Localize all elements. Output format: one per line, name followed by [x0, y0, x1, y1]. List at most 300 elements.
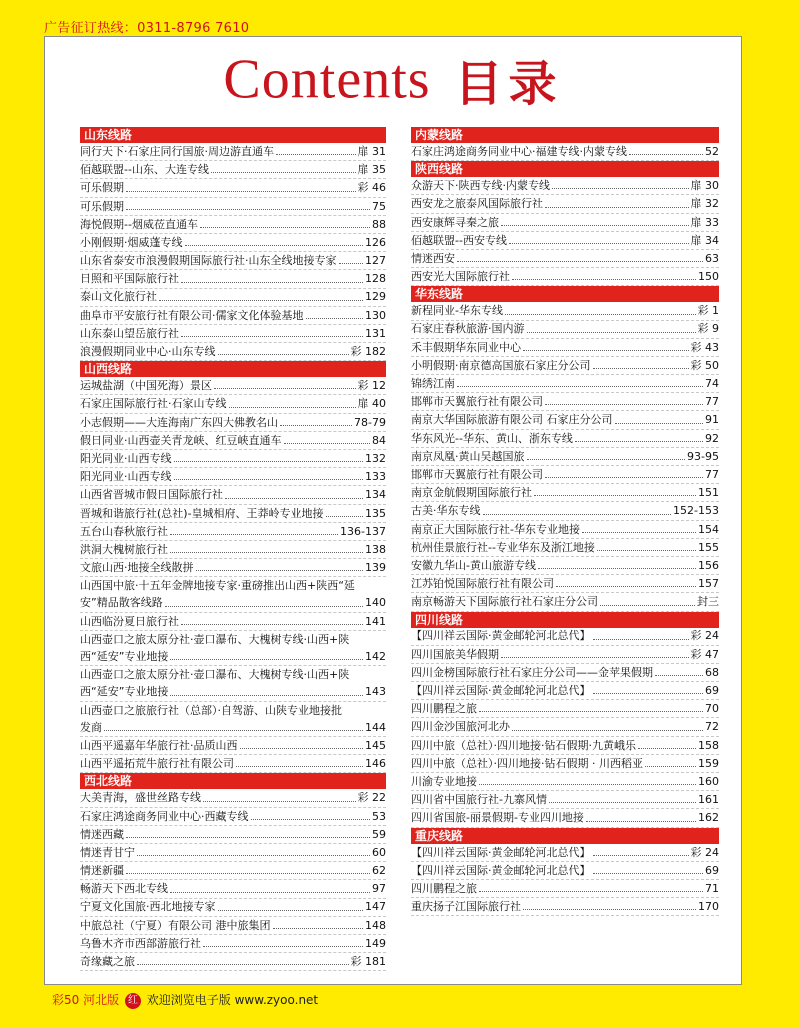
dot-leader	[638, 748, 696, 749]
entry-title: 邯郸市天翼旅行社有限公司	[411, 467, 543, 481]
toc-entry[interactable]	[80, 468, 386, 486]
toc-entry[interactable]	[80, 613, 386, 631]
toc-entry[interactable]	[411, 844, 719, 862]
entry-page-number: 74	[705, 377, 719, 391]
dot-leader	[165, 606, 363, 607]
entry-title: 四川金沙国旅河北办	[411, 720, 510, 734]
toc-entry[interactable]	[80, 577, 386, 594]
entry-title: 山西国中旅·十五年金牌地接专家·重磅推出山西+陕西“延	[80, 579, 355, 593]
entry-title: 佰越联盟--西安专线	[411, 233, 507, 247]
entry-title: 四川鹏程之旅	[411, 702, 477, 716]
toc-entry[interactable]	[411, 718, 719, 736]
entry-title: 南京畅游天下国际旅行社石家庄分公司	[411, 595, 598, 609]
entry-page-number: 彩 9	[697, 322, 719, 336]
toc-entry[interactable]	[80, 307, 386, 325]
entry-page-number: 131	[365, 326, 386, 340]
entry-page-number: 157	[698, 577, 719, 591]
dot-leader	[538, 568, 696, 569]
dot-leader	[593, 855, 689, 856]
dot-leader	[575, 441, 703, 442]
toc-entry[interactable]	[80, 377, 386, 395]
dot-leader	[326, 516, 363, 517]
entry-page-number: 84	[372, 433, 386, 447]
dot-leader	[629, 154, 703, 155]
entry-title: 新程同业-华东专线	[411, 304, 503, 318]
entry-title: 四川中旅（总社）·四川地接·钻石假期 · 川西稻亚	[411, 756, 643, 770]
toc-entry[interactable]	[411, 448, 719, 466]
entry-title: 同行天下·石家庄同行国旅·周边游直通车	[80, 144, 274, 158]
dot-leader	[479, 784, 696, 785]
page-title	[45, 45, 741, 115]
entry-page-number: 147	[365, 900, 386, 914]
toc-entry[interactable]	[80, 559, 386, 577]
entry-title: 【四川祥云国际·黄金邮轮河北总代】	[411, 629, 591, 643]
entry-page-number: 63	[705, 251, 719, 265]
toc-entry[interactable]	[80, 826, 386, 844]
toc-entry[interactable]	[80, 880, 386, 898]
entry-page-number: 170	[698, 900, 719, 914]
dot-leader	[457, 386, 703, 387]
entry-title: 川渝专业地接	[411, 774, 477, 788]
entry-title: 重庆扬子江国际旅行社	[411, 900, 521, 914]
toc-entry[interactable]	[80, 844, 386, 862]
entry-page-number: 139	[365, 561, 386, 575]
entry-title: 山东省泰安市浪漫假期国际旅行社·山东全线地接专家	[80, 254, 337, 268]
dot-leader	[159, 300, 363, 301]
dot-leader	[137, 855, 370, 856]
entry-page-number: 77	[705, 467, 719, 481]
dot-leader	[505, 314, 696, 315]
entry-page-number: 扉 33	[690, 215, 719, 229]
toc-entry[interactable]	[411, 268, 719, 286]
dot-leader	[170, 695, 363, 696]
entry-title: 情迷西安	[411, 251, 455, 265]
section-heading: 西北线路	[80, 773, 386, 789]
toc-entry[interactable]	[411, 357, 719, 375]
dot-leader	[615, 423, 704, 424]
toc-entry[interactable]	[411, 755, 719, 773]
dot-leader	[251, 819, 371, 820]
entry-page-number: 128	[365, 272, 386, 286]
entry-page-number: 126	[365, 235, 386, 249]
entry-page-number: 159	[698, 756, 719, 770]
title-english: Contents	[223, 48, 431, 111]
entry-title: 情迷青甘宁	[80, 845, 135, 859]
entry-page-number: 封三	[697, 595, 719, 609]
toc-entry[interactable]	[80, 789, 386, 807]
toc-entry[interactable]	[80, 143, 386, 161]
entry-page-number: 155	[698, 540, 719, 554]
entry-title: 奇缘藏之旅	[80, 955, 135, 969]
toc-entry[interactable]	[80, 702, 386, 719]
toc-entry[interactable]	[80, 719, 386, 737]
entry-page-number: 136-137	[340, 524, 386, 538]
toc-entry[interactable]	[411, 773, 719, 791]
entry-page-number: 145	[365, 738, 386, 752]
dot-leader	[126, 873, 370, 874]
entry-page-number: 88	[372, 217, 386, 231]
dot-leader	[203, 801, 356, 802]
entry-page-number: 扉 40	[357, 397, 386, 411]
entry-page-number: 91	[705, 413, 719, 427]
dot-leader	[214, 388, 356, 389]
toc-entry[interactable]	[80, 395, 386, 413]
toc-entry[interactable]	[411, 339, 719, 357]
toc-entry[interactable]	[80, 666, 386, 683]
toc-entry[interactable]	[80, 343, 386, 361]
dot-leader	[593, 368, 689, 369]
dot-leader	[645, 766, 696, 767]
entry-title: 西安光大国际旅行社	[411, 270, 510, 284]
toc-entry[interactable]	[411, 302, 719, 320]
toc-entry[interactable]	[411, 700, 719, 718]
entry-page-number: 133	[365, 470, 386, 484]
dot-leader	[196, 570, 364, 571]
toc-entry[interactable]	[80, 216, 386, 234]
toc-entry[interactable]	[411, 575, 719, 593]
entry-title: 阳光同业·山西专线	[80, 470, 172, 484]
dot-leader	[593, 693, 704, 694]
section-heading: 陕西线路	[411, 161, 719, 177]
entry-title: 泰山文化旅行社	[80, 290, 157, 304]
toc-entry[interactable]	[411, 521, 719, 539]
entry-page-number: 彩 1	[697, 304, 719, 318]
dot-leader	[600, 605, 695, 606]
entry-page-number: 62	[372, 864, 386, 878]
toc-entry[interactable]	[80, 935, 386, 953]
toc-entry[interactable]	[80, 486, 386, 504]
entry-page-number: 72	[705, 720, 719, 734]
entry-title: 西“延安”专业地接	[80, 685, 169, 699]
toc-entry[interactable]	[80, 325, 386, 343]
entry-page-number: 彩 12	[357, 379, 386, 393]
entry-page-number: 75	[372, 199, 386, 213]
page-number: 彩50	[52, 993, 80, 1007]
toc-entry[interactable]	[411, 232, 719, 250]
entry-title: 石家庄鸿途商务同业中心·西藏专线	[80, 809, 249, 823]
toc-entry[interactable]	[411, 539, 719, 557]
entry-page-number: 149	[365, 936, 386, 950]
dot-leader	[104, 730, 363, 731]
toc-entry[interactable]	[411, 393, 719, 411]
dot-leader	[545, 477, 703, 478]
toc-entry[interactable]	[411, 791, 719, 809]
dot-leader	[552, 188, 689, 189]
toc-entry[interactable]	[80, 289, 386, 307]
entry-page-number: 彩 181	[350, 955, 386, 969]
entry-title: 小明假期·南京德高国旅石家庄分公司	[411, 358, 591, 372]
dot-leader	[170, 534, 338, 535]
entry-title: 日照和平国际旅行社	[80, 272, 179, 286]
dot-leader	[181, 624, 363, 625]
toc-entry[interactable]	[80, 631, 386, 648]
toc-entry[interactable]	[411, 177, 719, 195]
entry-title: 宁夏文化国旅·西北地接专家	[80, 900, 216, 914]
entry-title: 山西壶口之旅太原分社·壶口瀑布、大槐树专线·山西+陕	[80, 668, 350, 682]
toc-entry[interactable]	[80, 450, 386, 468]
section-heading: 华东线路	[411, 286, 719, 302]
dot-leader	[512, 730, 703, 731]
entry-title: 【四川祥云国际·黄金邮轮河北总代】	[411, 684, 591, 698]
entry-title: 石家庄鸿途商务同业中心·福建专线·内蒙专线	[411, 144, 627, 158]
entry-title: 山西平遥拓荒牛旅行社有限公司	[80, 757, 234, 771]
toc-entry[interactable]	[411, 143, 719, 161]
entry-title: 畅游天下西北专线	[80, 882, 168, 896]
entry-title: 南京金航假期国际旅行社	[411, 486, 532, 500]
dot-leader	[200, 227, 370, 228]
dot-leader	[174, 479, 364, 480]
entry-title: 假日同业·山西壶关青龙峡、红豆峡直通车	[80, 433, 282, 447]
toc-entry[interactable]	[80, 252, 386, 270]
toc-entry[interactable]	[411, 862, 719, 880]
toc-entry[interactable]	[80, 648, 386, 666]
dot-leader	[479, 711, 703, 712]
entry-page-number: 扉 35	[357, 163, 386, 177]
toc-entry[interactable]	[80, 953, 386, 971]
toc-entry[interactable]	[411, 375, 719, 393]
toc-entry[interactable]	[411, 737, 719, 755]
toc-entry[interactable]	[80, 432, 386, 450]
dot-leader	[273, 928, 364, 929]
entry-title: 邯郸市天翼旅行社有限公司	[411, 395, 543, 409]
section-heading: 重庆线路	[411, 828, 719, 844]
toc-entry[interactable]	[411, 682, 719, 700]
toc-entry[interactable]	[411, 809, 719, 827]
edition-label: 河北版	[83, 993, 120, 1007]
toc-entry[interactable]	[80, 198, 386, 216]
dot-leader	[203, 946, 363, 947]
entry-page-number: 77	[705, 395, 719, 409]
toc-entry[interactable]	[411, 430, 719, 448]
section-heading: 内蒙线路	[411, 127, 719, 143]
entry-title: 五台山春秋旅行社	[80, 524, 168, 538]
entry-title: 石家庄春秋旅游·国内游	[411, 322, 525, 336]
entry-page-number: 140	[365, 596, 386, 610]
toc-entry[interactable]	[80, 808, 386, 826]
entry-title: 【四川祥云国际·黄金邮轮河北总代】	[411, 845, 591, 859]
entry-title: 西安康辉寻秦之旅	[411, 215, 499, 229]
entry-page-number: 69	[705, 684, 719, 698]
toc-entry[interactable]	[411, 250, 719, 268]
dot-leader	[512, 279, 696, 280]
entry-title: 小志假期——大连海南广东四大佛教名山	[80, 415, 278, 429]
dot-leader	[126, 837, 370, 838]
dot-leader	[593, 639, 689, 640]
entry-title: 山西平遥嘉年华旅行社·品质山西	[80, 738, 238, 752]
entry-title: 可乐假期	[80, 199, 124, 213]
dot-leader	[236, 766, 363, 767]
entry-page-number: 148	[365, 918, 386, 932]
entry-page-number: 70	[705, 702, 719, 716]
entry-title: 古美·华东专线	[411, 504, 481, 518]
toc-entry[interactable]	[80, 179, 386, 197]
dot-leader	[509, 243, 689, 244]
entry-title: 安”精品散客线路	[80, 596, 163, 610]
entry-page-number: 彩 46	[357, 181, 386, 195]
dot-leader	[211, 172, 356, 173]
dot-leader	[582, 532, 696, 533]
dot-leader	[501, 225, 689, 226]
entry-title: 小刚假期·烟威蓬专线	[80, 235, 183, 249]
toc-entry[interactable]	[80, 234, 386, 252]
section-heading: 山西线路	[80, 361, 386, 377]
dot-leader	[170, 659, 363, 660]
toc-entry[interactable]	[80, 270, 386, 288]
entry-title: 四川鹏程之旅	[411, 881, 477, 895]
entry-page-number: 扉 32	[690, 197, 719, 211]
entry-title: 四川金榜国际旅行社石家庄分公司——金苹果假期	[411, 665, 653, 679]
toc-entry[interactable]	[411, 664, 719, 682]
toc-entry[interactable]	[80, 505, 386, 523]
dot-leader	[185, 245, 364, 246]
dot-leader	[240, 748, 364, 749]
toc-entry[interactable]	[80, 523, 386, 541]
dot-leader	[593, 873, 704, 874]
entry-title: 南京大华国际旅游有限公司 石家庄分公司	[411, 413, 613, 427]
toc-entry[interactable]	[411, 557, 719, 575]
entry-title: 阳光同业·山西专线	[80, 451, 172, 465]
entry-title: 中旅总社（宁夏）有限公司 港中旅集团	[80, 918, 271, 932]
entry-page-number: 60	[372, 845, 386, 859]
dot-leader	[545, 207, 689, 208]
entry-title: 安徽九华山-黄山旅游专线	[411, 558, 536, 572]
toc-entry[interactable]	[80, 899, 386, 917]
dot-leader	[170, 552, 363, 553]
toc-entry[interactable]	[80, 161, 386, 179]
dot-leader	[280, 425, 352, 426]
toc-entry[interactable]	[411, 214, 719, 232]
entry-page-number: 78-79	[354, 415, 386, 429]
left-column	[80, 127, 386, 971]
entry-page-number: 130	[365, 308, 386, 322]
toc-entry[interactable]	[411, 593, 719, 611]
entry-title: 晋城和谐旅行社(总社)-皇城相府、王莽岭专业地接	[80, 506, 324, 520]
entry-page-number: 彩 182	[350, 345, 386, 359]
entry-page-number: 扉 30	[690, 179, 719, 193]
toc-entry[interactable]	[411, 880, 719, 898]
dot-leader	[549, 802, 696, 803]
entry-page-number: 135	[365, 506, 386, 520]
entry-title: 山西壶口之旅旅行社（总部）·自驾游、山陕专业地接批	[80, 703, 342, 717]
entry-page-number: 彩 43	[690, 340, 719, 354]
section-heading: 山东线路	[80, 127, 386, 143]
dot-leader	[218, 910, 364, 911]
entry-page-number: 71	[705, 881, 719, 895]
toc-entry[interactable]	[411, 502, 719, 520]
entry-page-number: 156	[698, 558, 719, 572]
entry-page-number: 97	[372, 882, 386, 896]
toc-entry[interactable]	[411, 898, 719, 916]
ad-hotline: 广告征订热线：0311-8796 7610	[44, 21, 250, 36]
entry-page-number: 59	[372, 827, 386, 841]
entry-page-number: 彩 24	[690, 845, 719, 859]
entry-title: 文旅山西·地接全线散拼	[80, 561, 194, 575]
entry-page-number: 151	[698, 486, 719, 500]
toc-entry[interactable]	[411, 411, 719, 429]
entry-title: 山西省晋城市假日国际旅行社	[80, 488, 223, 502]
section-heading: 四川线路	[411, 612, 719, 628]
entry-page-number: 彩 47	[690, 647, 719, 661]
entry-title: 众游天下·陕西专线·内蒙专线	[411, 179, 550, 193]
toc-entry[interactable]	[411, 321, 719, 339]
entry-title: 洪洞大槐树旅行社	[80, 542, 168, 556]
entry-title: 乌鲁木齐市西部游旅行社	[80, 936, 201, 950]
dot-leader	[527, 332, 696, 333]
entry-title: 南京正大国际旅行社-华东专业地接	[411, 522, 580, 536]
red-badge-icon: 红	[125, 993, 141, 1009]
toc-entry[interactable]	[80, 917, 386, 935]
dot-leader	[229, 407, 356, 408]
toc-entry[interactable]	[80, 595, 386, 613]
entry-title: 山西壶口之旅太原分社·壶口瀑布、大槐树专线·山西+陕	[80, 632, 350, 646]
dot-leader	[523, 350, 689, 351]
entry-page-number: 150	[698, 270, 719, 284]
entry-page-number: 161	[698, 793, 719, 807]
entry-title: 锦绣江南	[411, 377, 455, 391]
entry-title: 佰越联盟--山东、大连专线	[80, 163, 209, 177]
dot-leader	[126, 209, 370, 210]
entry-page-number: 彩 22	[357, 791, 386, 805]
title-chinese: 目录	[454, 56, 563, 112]
entry-title: 发商	[80, 720, 102, 734]
toc-entry[interactable]	[80, 414, 386, 432]
entry-title: 浪漫假期同业中心·山东专线	[80, 345, 216, 359]
entry-title: 可乐假期	[80, 181, 124, 195]
toc-entry[interactable]	[80, 737, 386, 755]
entry-page-number: 158	[698, 738, 719, 752]
entry-page-number: 152-153	[673, 504, 719, 518]
entry-title: 曲阜市平安旅行社有限公司·儒家文化体验基地	[80, 308, 304, 322]
toc-entry[interactable]	[80, 541, 386, 559]
toc-entry[interactable]	[411, 646, 719, 664]
entry-title: 四川省国旅-丽景假期-专业四川地接	[411, 811, 584, 825]
toc-entry[interactable]	[80, 862, 386, 880]
dot-leader	[523, 909, 696, 910]
dot-leader	[126, 191, 356, 192]
right-column	[411, 127, 719, 916]
entry-title: 西安龙之旅泰风国际旅行社	[411, 197, 543, 211]
dot-leader	[339, 263, 364, 264]
dot-leader	[534, 495, 696, 496]
entry-page-number: 142	[365, 650, 386, 664]
toc-entry[interactable]	[80, 755, 386, 773]
dot-leader	[545, 404, 703, 405]
entry-title: 情迷新疆	[80, 864, 124, 878]
entry-title: 山东泰山望岳旅行社	[80, 326, 179, 340]
dot-leader	[225, 498, 363, 499]
entry-title: 大美青海，盛世丝路专线	[80, 791, 201, 805]
toc-entry[interactable]	[411, 484, 719, 502]
dot-leader	[218, 354, 349, 355]
dot-leader	[527, 459, 686, 460]
dot-leader	[137, 964, 349, 965]
dot-leader	[479, 891, 703, 892]
toc-entry[interactable]	[411, 466, 719, 484]
toc-entry[interactable]	[80, 683, 386, 701]
toc-entry[interactable]	[411, 628, 719, 646]
entry-title: 四川国旅美华假期	[411, 647, 499, 661]
entry-title: 石家庄国际旅行社·石家山专线	[80, 397, 227, 411]
page-footer	[52, 991, 318, 1009]
dot-leader	[586, 821, 696, 822]
entry-page-number: 93-95	[687, 449, 719, 463]
dot-leader	[170, 892, 370, 893]
entry-page-number: 141	[365, 614, 386, 628]
entry-page-number: 162	[698, 811, 719, 825]
entry-title: 四川中旅（总社）·四川地接·钻石假期·九黄峨乐	[411, 738, 636, 752]
toc-entry[interactable]	[411, 195, 719, 213]
entry-title: 江苏铂悦国际旅行社有限公司	[411, 577, 554, 591]
